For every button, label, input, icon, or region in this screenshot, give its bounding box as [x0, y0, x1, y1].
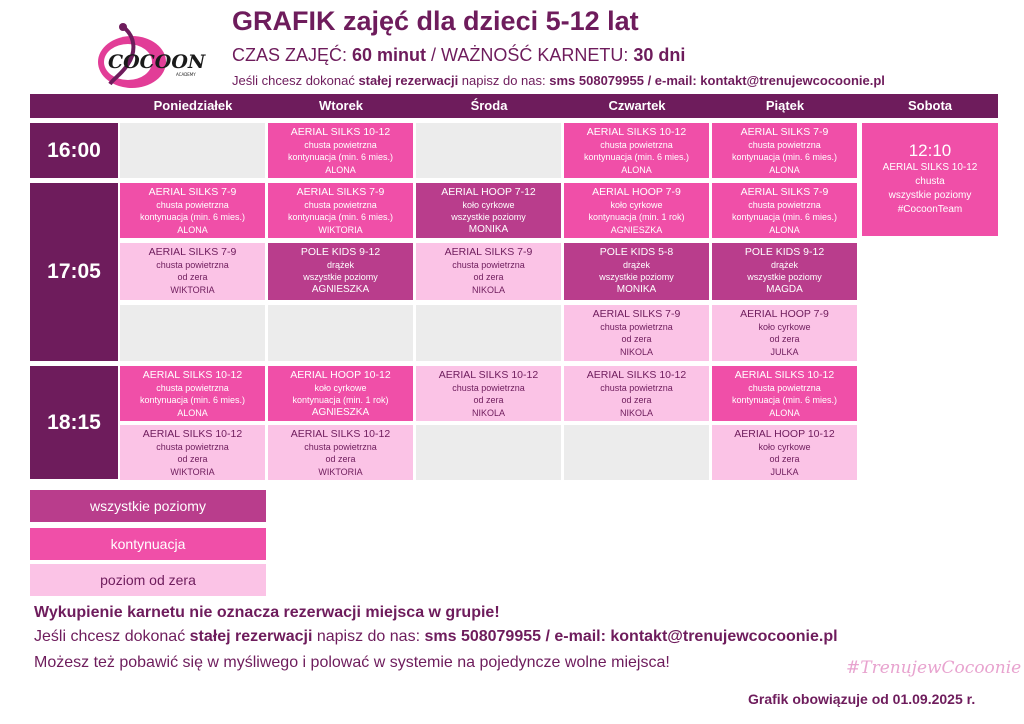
class-cell[interactable]: AERIAL SILKS 7-9 chusta powietrzna kontynuacja (min. 6 mies.) ALONA — [120, 183, 265, 238]
empty-cell — [120, 305, 265, 361]
class-cell[interactable]: AERIAL SILKS 7-9 chusta powietrzna kontynuacja (min. 6 mies.) WIKTORIA — [268, 183, 413, 238]
svg-text:ACADEMY: ACADEMY — [176, 72, 196, 77]
class-info: CZAS ZAJĘĆ: 60 minut / WAŻNOŚĆ KARNETU: 30 dni — [232, 45, 686, 65]
day-saturday: Sobota — [907, 98, 953, 113]
day-wednesday: Środa — [470, 98, 508, 113]
hashtag: #TrenujewCocoonie — [846, 658, 1022, 678]
footer-contact: Jeśli chcesz dokonać stałej rezerwacji napisz do nas: sms 508079955 / e-mail: kontakt@trenujewcocoonie.pl — [34, 628, 838, 645]
day-tuesday: Wtorek — [318, 98, 364, 113]
class-cell[interactable]: AERIAL HOOP 10-12 koło cyrkowe od zera JULKA — [712, 425, 857, 480]
class-cell[interactable]: AERIAL SILKS 7-9 chusta powietrzna kontynuacja (min. 6 mies.) ALONA — [712, 183, 857, 238]
empty-cell — [416, 425, 561, 480]
class-cell[interactable]: AERIAL SILKS 10-12 chusta powietrzna od zera WIKTORIA — [120, 425, 265, 480]
reservation-warning: Wykupienie karnetu nie oznacza rezerwacji miejsca w grupie! — [34, 604, 500, 621]
empty-cell — [416, 123, 561, 178]
class-cell[interactable]: AERIAL HOOP 7-9 koło cyrkowe kontynuacja (min. 1 rok) AGNIESZKA — [564, 183, 709, 238]
saturday-class-cell[interactable]: 12:10 AERIAL SILKS 10-12 chusta wszystkie poziomy #CocoonTeam — [862, 123, 998, 236]
empty-cell — [564, 425, 709, 480]
svg-text:COCOON: COCOON — [108, 51, 206, 73]
time-slot-1815: 18:15 — [30, 366, 118, 479]
class-cell[interactable]: AERIAL SILKS 10-12 chusta powietrzna kontynuacja (min. 6 mies.) ALONA — [268, 123, 413, 178]
day-monday: Poniedziałek — [153, 98, 233, 113]
class-cell[interactable]: POLE KIDS 5-8 drążek wszystkie poziomy MONIKA — [564, 243, 709, 300]
class-cell[interactable]: AERIAL HOOP 7-9 koło cyrkowe od zera JULKA — [712, 305, 857, 361]
class-cell[interactable]: POLE KIDS 9-12 drążek wszystkie poziomy MAGDA — [712, 243, 857, 300]
class-cell[interactable]: AERIAL SILKS 10-12 chusta powietrzna kontynuacja (min. 6 mies.) ALONA — [712, 366, 857, 421]
legend-continuation: kontynuacja — [30, 528, 266, 560]
empty-cell — [120, 123, 265, 178]
day-thursday: Czwartek — [608, 98, 666, 113]
page-title: GRAFIK zajęć dla dzieci 5-12 lat — [232, 6, 639, 36]
class-cell[interactable]: AERIAL SILKS 7-9 chusta powietrzna od zera NIKOLA — [416, 243, 561, 300]
cocoon-logo — [92, 18, 214, 92]
validity-date: Grafik obowiązuje od 01.09.2025 r. — [748, 691, 976, 707]
day-friday: Piątek — [765, 98, 805, 113]
empty-cell — [268, 305, 413, 361]
class-cell[interactable]: AERIAL HOOP 7-12 koło cyrkowe wszystkie poziomy MONIKA — [416, 183, 561, 238]
class-cell[interactable]: AERIAL SILKS 10-12 chusta powietrzna od zera NIKOLA — [416, 366, 561, 421]
time-slot-1600: 16:00 — [30, 123, 118, 178]
days-header — [30, 94, 998, 118]
footer-note: Możesz też pobawić się w myśliwego i polować w systemie na pojedyncze wolne miejsca! — [34, 654, 670, 671]
class-cell[interactable]: AERIAL SILKS 10-12 chusta powietrzna od zera NIKOLA — [564, 366, 709, 421]
class-cell[interactable]: AERIAL SILKS 10-12 chusta powietrzna kontynuacja (min. 6 mies.) ALONA — [564, 123, 709, 178]
legend-all-levels: wszystkie poziomy — [30, 490, 266, 522]
legend-from-zero: poziom od zera — [30, 564, 266, 596]
class-cell[interactable]: AERIAL SILKS 10-12 chusta powietrzna od zera WIKTORIA — [268, 425, 413, 480]
class-cell[interactable]: AERIAL SILKS 7-9 chusta powietrzna od zera NIKOLA — [564, 305, 709, 361]
empty-cell — [416, 305, 561, 361]
class-cell[interactable]: AERIAL SILKS 7-9 chusta powietrzna kontynuacja (min. 6 mies.) ALONA — [712, 123, 857, 178]
class-cell[interactable]: AERIAL SILKS 10-12 chusta powietrzna kontynuacja (min. 6 mies.) ALONA — [120, 366, 265, 421]
time-slot-1705: 17:05 — [30, 183, 118, 361]
contact-info: Jeśli chcesz dokonać stałej rezerwacji napisz do nas: sms 508079955 / e-mail: kontakt@trenujewcocoonie.pl — [232, 73, 885, 88]
class-cell[interactable]: POLE KIDS 9-12 drążek wszystkie poziomy AGNIESZKA — [268, 243, 413, 300]
class-cell[interactable]: AERIAL HOOP 10-12 koło cyrkowe kontynuacja (min. 1 rok) AGNIESZKA — [268, 366, 413, 421]
class-cell[interactable]: AERIAL SILKS 7-9 chusta powietrzna od zera WIKTORIA — [120, 243, 265, 300]
